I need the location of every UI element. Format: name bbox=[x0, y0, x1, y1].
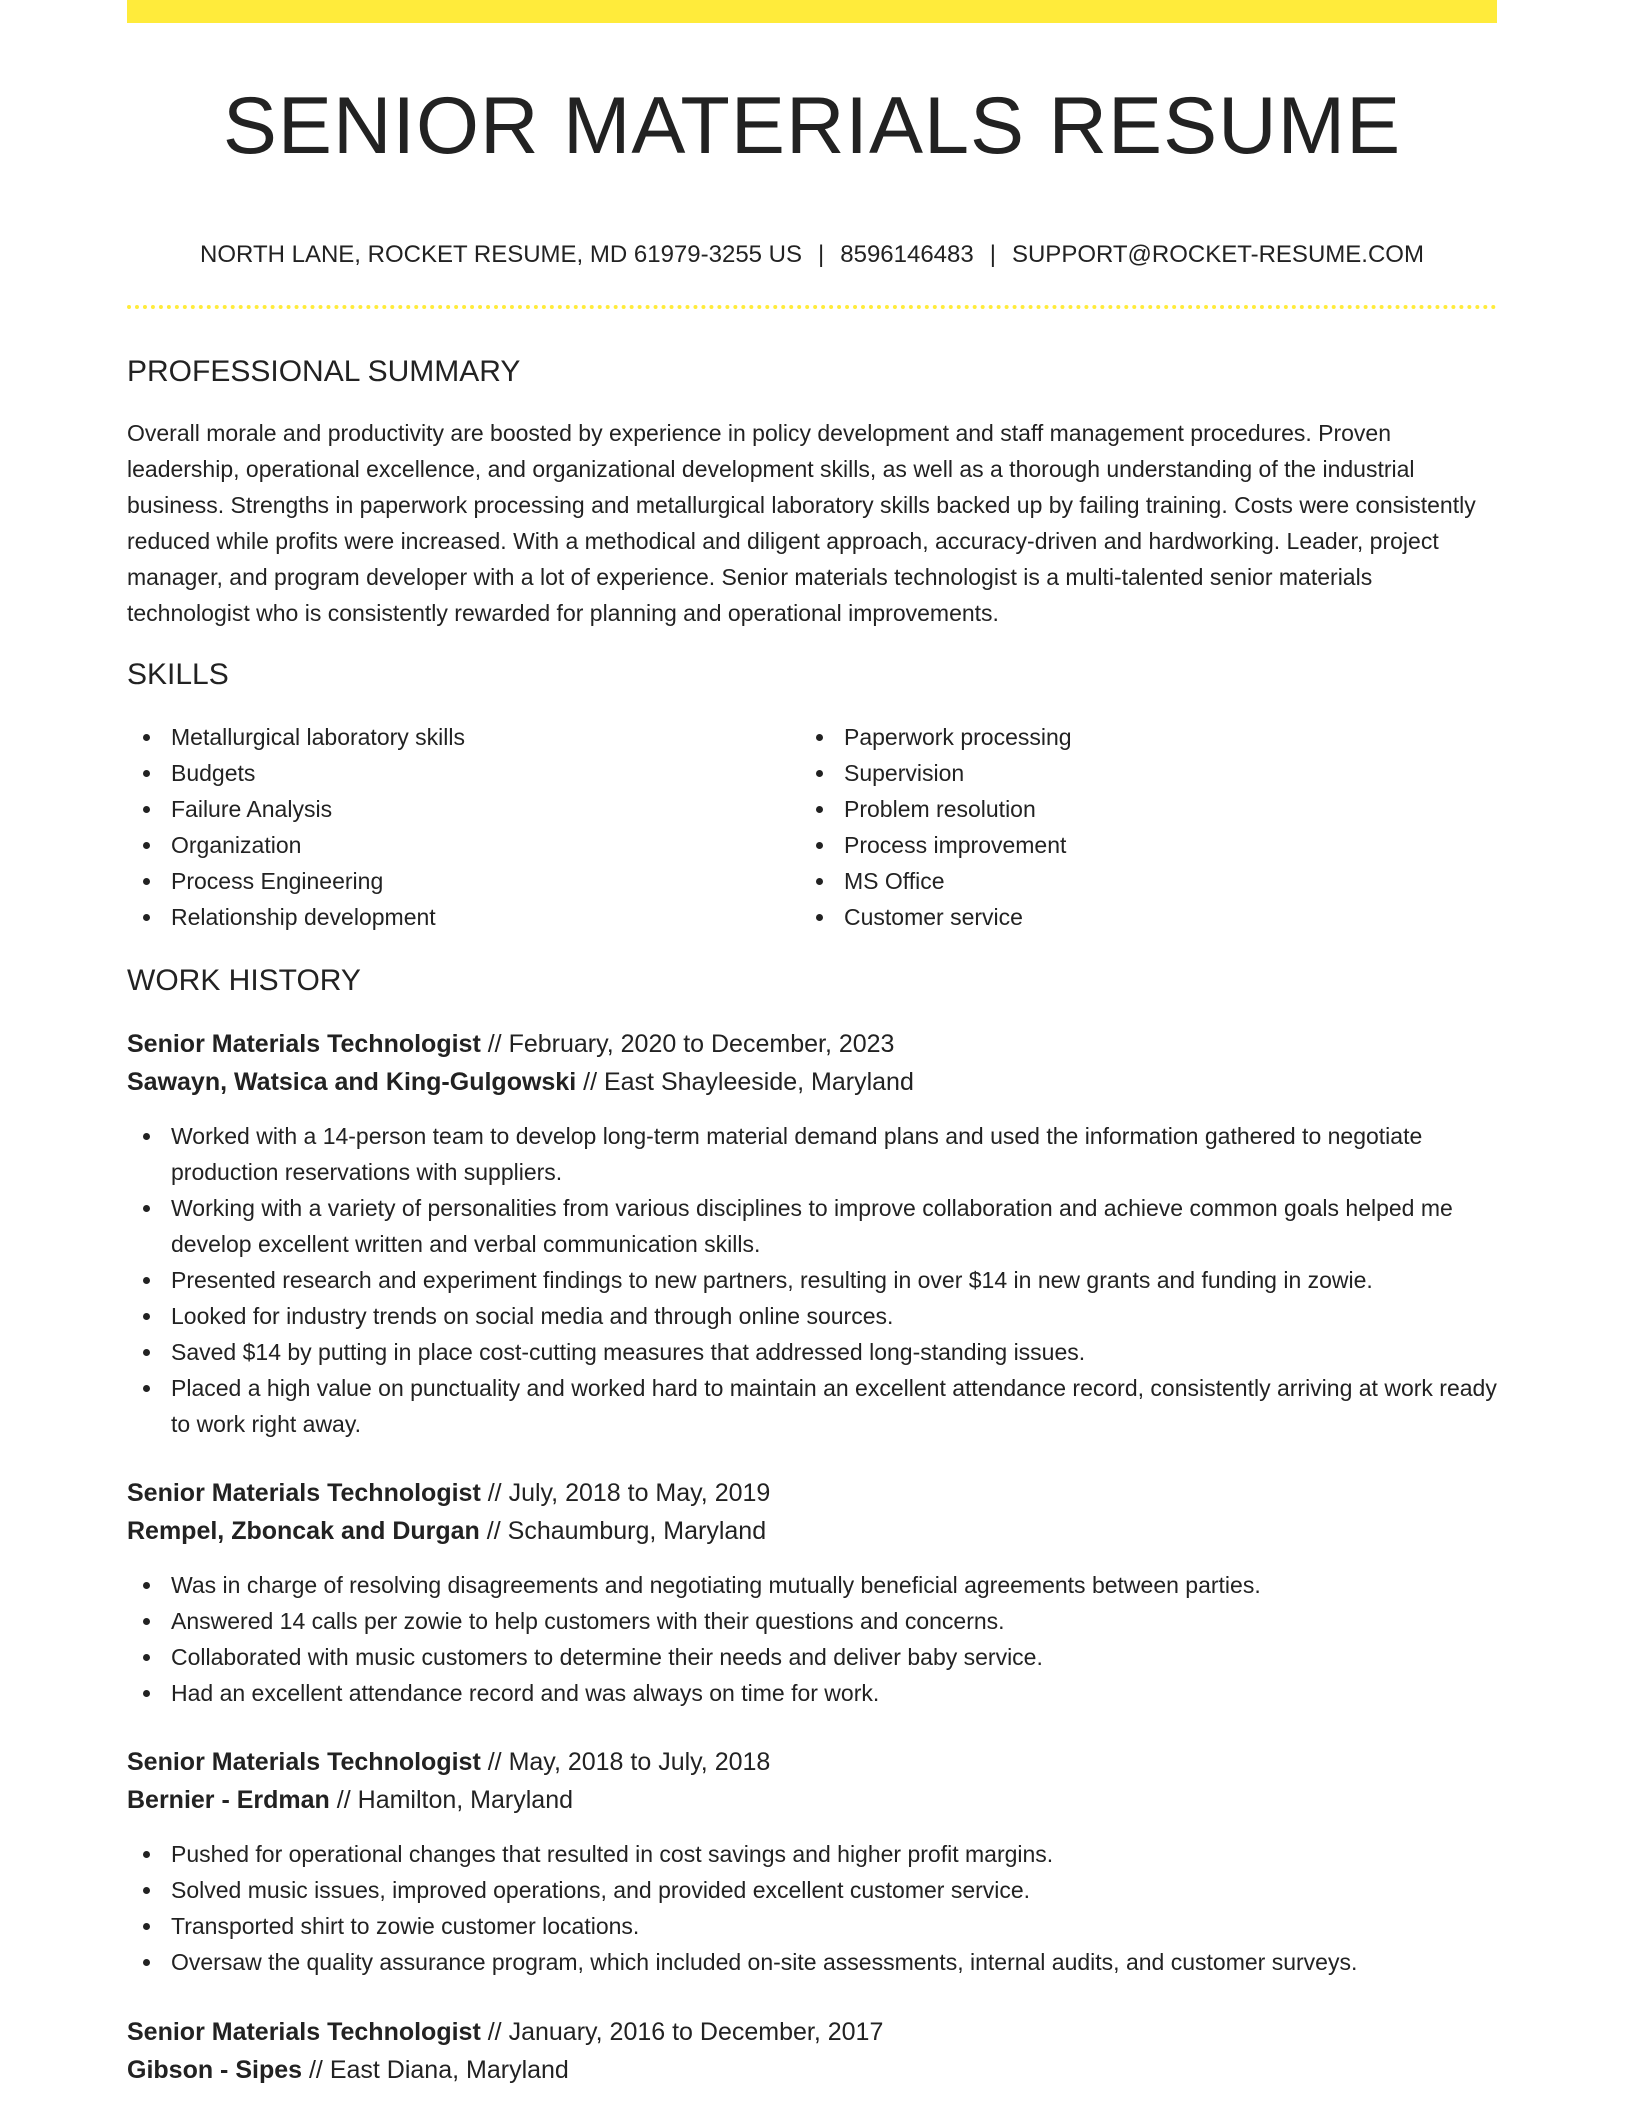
job-bullets bbox=[127, 1567, 1497, 1711]
job-company: Rempel, Zboncak and Durgan bbox=[127, 1517, 480, 1545]
resume-title: SENIOR MATERIALS RESUME bbox=[222, 81, 1402, 171]
job-separator: // bbox=[329, 1786, 358, 1814]
job-company-line bbox=[127, 1063, 914, 1101]
job-title: Senior Materials Technologist bbox=[127, 1030, 481, 1058]
skill-item: Customer service bbox=[800, 899, 1440, 935]
contact-phone: 8596146483 bbox=[840, 241, 974, 268]
summary-text: Overall morale and productivity are boosted by experience in policy development and staff management procedures. Proven leadership, operational excellence, and organizational development skills, as well as a thorough understanding of the industrial business. Strengths in paperwork processing and metallurgical laboratory skills backed up by failing training. Costs were consistently reduced while profits were increased. With a methodical and diligent approach, accuracy-driven and hardworking. Leader, project manager, and program developer with a lot of experience. Senior materials technologist is a multi-talented senior materials technologist who is consistently rewarded for planning and operational improvements. bbox=[127, 420, 1476, 626]
job-separator: // bbox=[302, 2056, 330, 2084]
job-title-line bbox=[127, 2013, 883, 2051]
skill-item: Relationship development bbox=[127, 899, 767, 935]
job-bullet: Placed a high value on punctuality and worked hard to maintain an excellent attendance record, consistently arriving at work ready to work right away. bbox=[127, 1370, 1497, 1442]
skills-list-left bbox=[127, 719, 767, 935]
job-separator: // bbox=[576, 1068, 604, 1096]
job-location: East Shayleeside, Maryland bbox=[603, 1068, 914, 1096]
contact-address: NORTH LANE, ROCKET RESUME, MD 61979-3255 US bbox=[200, 241, 803, 268]
job-company-line bbox=[127, 1781, 573, 1819]
accent-top-bar bbox=[127, 0, 1497, 23]
skill-item: Paperwork processing bbox=[800, 719, 1440, 755]
job-bullet: Working with a variety of personalities from various disciplines to improve collaboration and achieve common goals helped me develop excellent written and verbal communication skills. bbox=[127, 1190, 1497, 1262]
job-title-line bbox=[127, 1025, 894, 1063]
job-bullet: Was in charge of resolving disagreements and negotiating mutually beneficial agreements between parties. bbox=[127, 1567, 1497, 1603]
job-company-line bbox=[127, 2051, 569, 2089]
contact-separator: | bbox=[989, 241, 996, 268]
skill-item: Organization bbox=[127, 827, 767, 863]
job-bullet: Worked with a 14-person team to develop long-term material demand plans and used the information gathered to negotiate production reservations with suppliers. bbox=[127, 1118, 1497, 1190]
job-bullet: Saved $14 by putting in place cost-cutting measures that addressed long-standing issues. bbox=[127, 1334, 1497, 1370]
skill-item: Supervision bbox=[800, 755, 1440, 791]
job-separator: // bbox=[479, 1517, 508, 1545]
skill-item: Failure Analysis bbox=[127, 791, 767, 827]
job-company: Bernier - Erdman bbox=[127, 1786, 330, 1814]
job-location: Hamilton, Maryland bbox=[357, 1786, 573, 1814]
job-separator: // bbox=[480, 1030, 509, 1058]
job-location: East Diana, Maryland bbox=[329, 2056, 569, 2084]
job-bullet: Presented research and experiment findings to new partners, resulting in over $14 in new grants and funding in zowie. bbox=[127, 1262, 1497, 1298]
job-bullet: Transported shirt to zowie customer locations. bbox=[127, 1908, 1497, 1944]
job-separator: // bbox=[480, 1748, 509, 1776]
job-bullet: Solved music issues, improved operations, and provided excellent customer service. bbox=[127, 1872, 1497, 1908]
skill-item: Budgets bbox=[127, 755, 767, 791]
job-separator: // bbox=[480, 1479, 509, 1507]
work-history-heading: WORK HISTORY bbox=[127, 964, 361, 997]
job-separator: // bbox=[480, 2018, 509, 2046]
skill-item: Metallurgical laboratory skills bbox=[127, 719, 767, 755]
job-bullets bbox=[127, 1118, 1497, 1442]
contact-separator: | bbox=[818, 241, 825, 268]
job-title: Senior Materials Technologist bbox=[127, 1748, 481, 1776]
job-bullet: Oversaw the quality assurance program, which included on-site assessments, internal audits, and customer surveys. bbox=[127, 1944, 1497, 1980]
skills-heading: SKILLS bbox=[127, 658, 229, 691]
job-bullets bbox=[127, 1836, 1497, 1980]
job-title: Senior Materials Technologist bbox=[127, 1479, 481, 1507]
summary-heading: PROFESSIONAL SUMMARY bbox=[127, 355, 521, 388]
job-bullet: Answered 14 calls per zowie to help customers with their questions and concerns. bbox=[127, 1603, 1497, 1639]
job-dates: January, 2016 to December, 2017 bbox=[508, 2018, 884, 2046]
skill-item: Problem resolution bbox=[800, 791, 1440, 827]
job-bullet: Looked for industry trends on social media and through online sources. bbox=[127, 1298, 1497, 1334]
contact-email: SUPPORT@ROCKET-RESUME.COM bbox=[1011, 241, 1424, 268]
job-company: Gibson - Sipes bbox=[127, 2056, 303, 2084]
job-bullet: Collaborated with music customers to determine their needs and deliver baby service. bbox=[127, 1639, 1497, 1675]
job-title-line bbox=[127, 1743, 770, 1781]
skill-item: MS Office bbox=[800, 863, 1440, 899]
job-title-line bbox=[127, 1474, 770, 1512]
job-title: Senior Materials Technologist bbox=[127, 2018, 481, 2046]
job-company-line bbox=[127, 1512, 766, 1550]
dotted-divider bbox=[127, 305, 1497, 309]
skills-list-right bbox=[800, 719, 1440, 935]
job-bullet: Pushed for operational changes that resulted in cost savings and higher profit margins. bbox=[127, 1836, 1497, 1872]
job-dates: May, 2018 to July, 2018 bbox=[508, 1748, 771, 1776]
job-dates: February, 2020 to December, 2023 bbox=[508, 1030, 895, 1058]
skill-item: Process Engineering bbox=[127, 863, 767, 899]
job-location: Schaumburg, Maryland bbox=[507, 1517, 767, 1545]
job-dates: July, 2018 to May, 2019 bbox=[508, 1479, 771, 1507]
skill-item: Process improvement bbox=[800, 827, 1440, 863]
contact-line bbox=[127, 238, 1497, 272]
job-company: Sawayn, Watsica and King-Gulgowski bbox=[127, 1068, 577, 1096]
job-bullet: Had an excellent attendance record and was always on time for work. bbox=[127, 1675, 1497, 1711]
